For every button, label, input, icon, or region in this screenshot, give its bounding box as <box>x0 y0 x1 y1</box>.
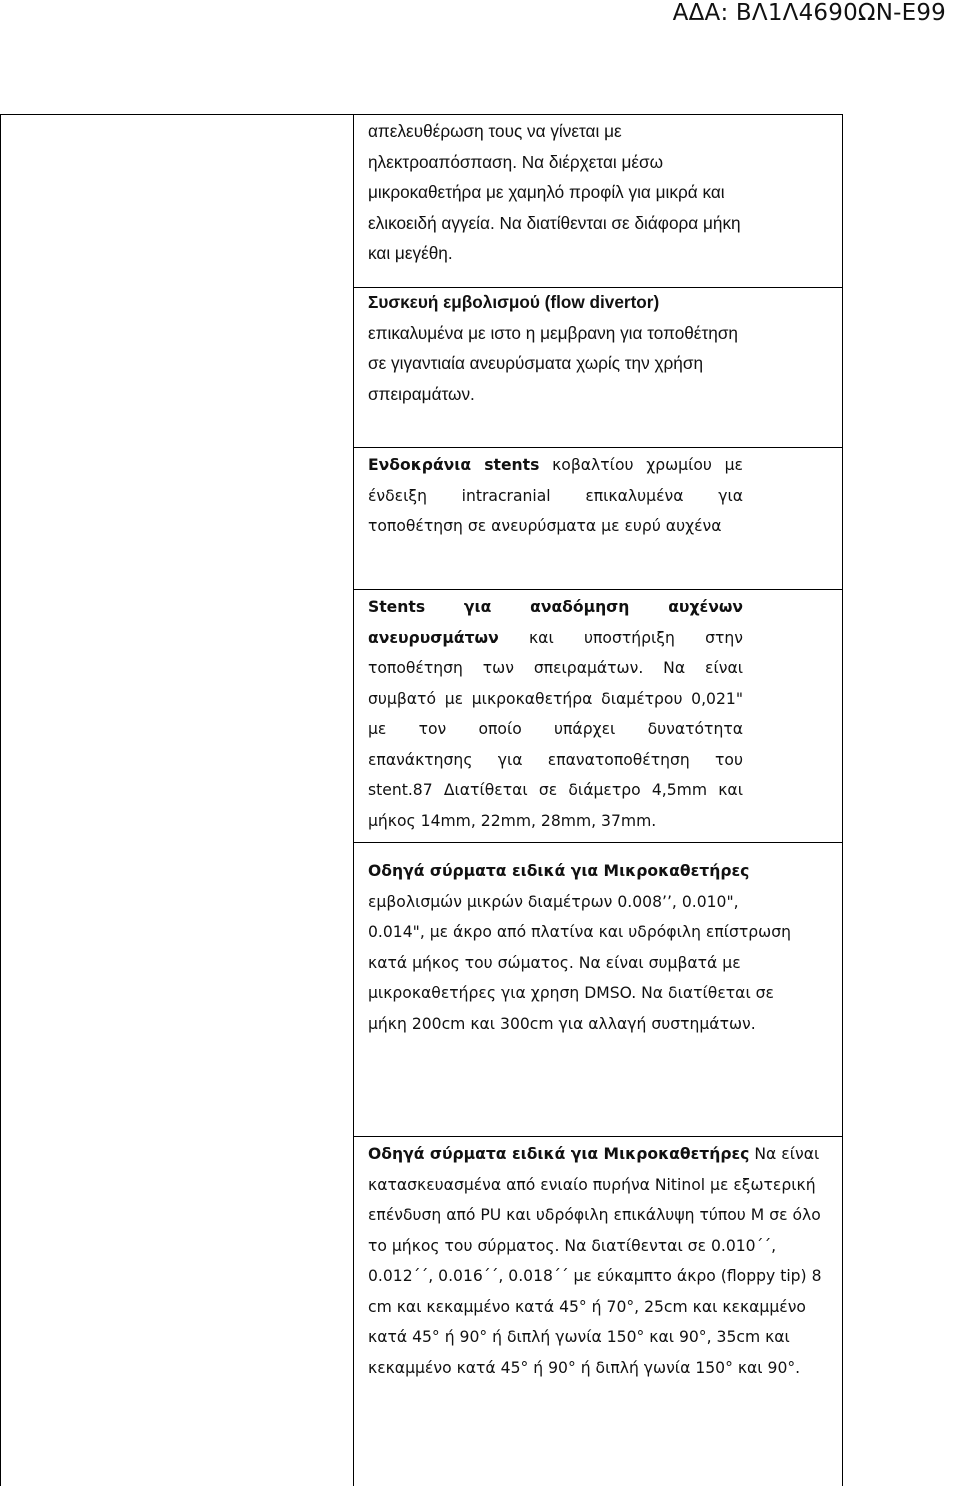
cell-text: εμβολισμών μικρών διαμέτρων 0.008’’, 0.010", 0.014", με άκρο από πλατίνα και υδρόφιλη επίστρωση κατά μήκος του σώματος. Να είναι συμβατά με μικροκαθετήρες για χρηση DMSO. Να διατίθεται σε μήκη 200cm και 300cm για αλλαγή συστημάτων. <box>368 892 791 1033</box>
row-divider <box>353 447 843 448</box>
row-divider <box>353 842 843 843</box>
table-cell-text <box>368 856 798 1039</box>
table-top-border <box>0 114 843 115</box>
table-column-divider <box>353 114 354 1486</box>
cell-text: κοβαλτίου χρωμίου με ένδειξη intracranial επικαλυμένα για τοποθέτηση σε ανευρύσματα με ευρύ αυχένα <box>368 456 743 535</box>
ada-header: ΑΔΑ: ΒΛ1Λ4690ΩΝ-Ε99 <box>672 0 946 26</box>
cell-bold-text: Οδηγά σύρματα ειδικά για Μικροκαθετήρες <box>368 862 750 880</box>
cell-bold-text: Συσκευή εμβολισμού (flow divertor) <box>368 292 660 312</box>
table-cell-text <box>368 592 743 836</box>
row-divider <box>353 589 843 590</box>
cell-bold-text: Ενδοκράνια stents <box>368 456 540 474</box>
cell-text: και υποστήριξη στην τοποθέτηση των σπειραμάτων. Να είναι συμβατό με μικροκαθετήρα διαμέτρου 0,021" με τον οποίο υπάρχει δυνατότητα επανάκτησης για επανατοποθέτηση του stent.87 Διατίθεται σε διάμετρο 4,5mm και μήκος 14mm, 22mm, 28mm, 37mm. <box>368 628 743 830</box>
row-divider <box>353 1136 843 1137</box>
cell-text: επικαλυμένα με ιστο η μεμβρανη για τοποθέτηση σε γιγαντιαία ανευρύσματα χωρίς την χρήση σπειραμάτων. <box>368 322 738 404</box>
table-cell-text <box>368 116 743 269</box>
cell-text: απελευθέρωση τους να γίνεται με ηλεκτροαπόσπαση. Να διέρχεται μέσω μικροκαθετήρα με χαμηλό προφίλ για μικρά και ελικοειδή αγγεία. Να διατίθενται σε διάφορα μήκη και μεγέθη. <box>368 121 741 263</box>
table-cell-text <box>368 287 743 409</box>
cell-bold-text: Οδηγά σύρματα ειδικά για Μικροκαθετήρες <box>368 1145 750 1163</box>
table-cell-text <box>368 450 743 542</box>
table-cell-text <box>368 1139 836 1383</box>
table-left-border <box>0 114 1 1486</box>
cell-text: Να είναι κατασκευασμένα από ενιαίο πυρήνα Nitinol με εξωτερική επένδυση από PU και υδρόφιλη επικάλυψη τύπου Μ σε όλο το μήκος του σύρματος. Να διατίθενται σε 0.010΄΄, 0.012΄΄, 0.016΄΄, 0.018΄΄ με εύκαμπτο άκρο (floppy tip) 8 cm και κεκαμμένο κατά 45° ή 70°, 25cm και κεκαμμένο κατά 45° ή 90° ή διπλή γωνία 150° και 90°, 35cm και κεκαμμένο κατά 45° ή 90° ή διπλή γωνία 150° και 90°. <box>368 1145 822 1377</box>
cell-bold-text: Stents για αναδόμηση αυχένων ανευρυσμάτων <box>368 598 743 647</box>
table-right-border <box>842 114 843 1486</box>
